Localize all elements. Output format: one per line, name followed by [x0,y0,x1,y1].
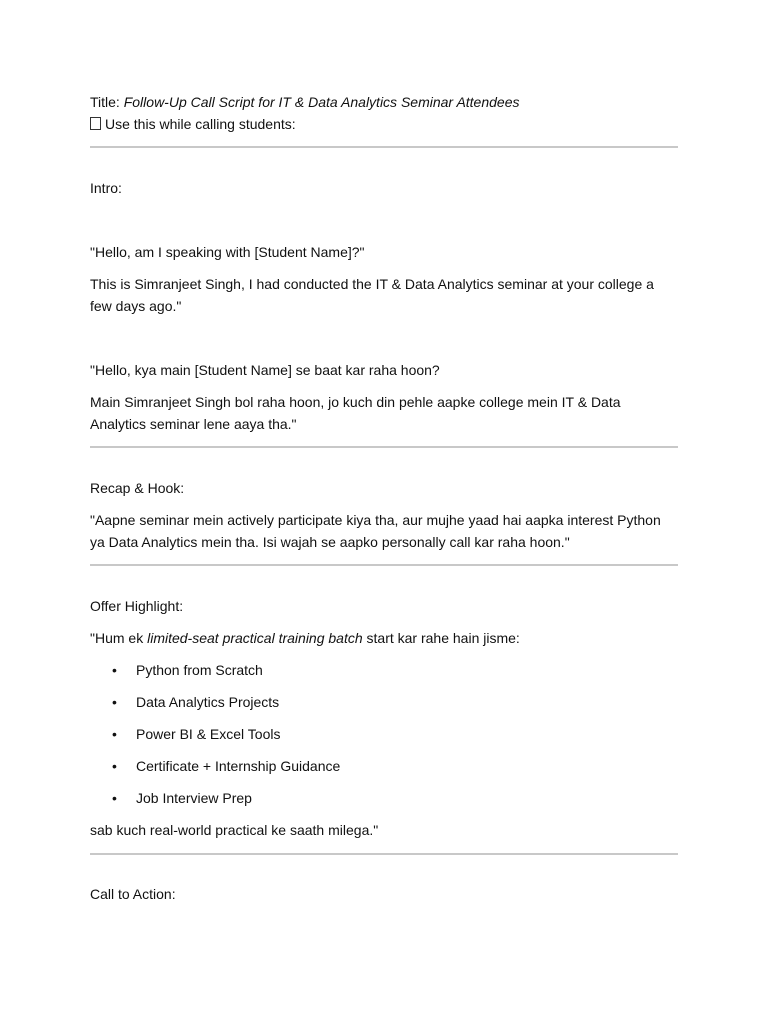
title-label: Title: [90,94,124,110]
intro-english-introduction: This is Simranjeet Singh, I had conducted the IT & Data Analytics seminar at your college a few days ago." [90,276,654,314]
document-title [90,91,678,113]
divider [90,146,678,148]
phone-icon [90,117,101,130]
intro-english-greeting: "Hello, am I speaking with [Student Name]?" [90,244,365,260]
bullet-icon: • [112,758,117,774]
list-item-text: Certificate + Internship Guidance [136,758,341,774]
offer-intro [90,627,678,649]
bullet-icon: • [112,726,117,742]
offer-heading: Offer Highlight: [90,598,184,614]
list-item [112,787,672,809]
list-item-text: Python from Scratch [136,662,263,678]
divider [90,446,678,448]
list-item [112,723,672,745]
instruction-text: Use this while calling students: [105,116,296,132]
list-item-text: Data Analytics Projects [136,694,280,710]
intro-hindi-greeting: "Hello, kya main [Student Name] se baat kar raha hoon? [90,362,440,378]
list-item-text: Job Interview Prep [136,790,252,806]
offer-intro-suffix: start kar rahe hain jisme: [362,630,520,646]
bullet-icon: • [112,694,117,710]
offer-closing: sab kuch real-world practical ke saath milega." [90,822,379,838]
offer-intro-emphasis: limited-seat practical training batch [147,630,363,646]
divider [90,853,678,855]
offer-intro-prefix: "Hum ek [90,630,148,646]
recap-heading: Recap & Hook: [90,480,185,496]
recap-text: "Aapne seminar mein actively participate kiya tha, aur mujhe yaad hai aapka interest Python ya Data Analytics mein tha. Isi wajah se aapko personally call kar raha hoon." [90,512,661,550]
bullet-icon: • [112,790,117,806]
intro-hindi-introduction: Main Simranjeet Singh bol raha hoon, jo kuch din pehle aapke college mein IT & Data Analytics seminar lene aaya tha." [90,394,621,432]
divider [90,564,678,566]
list-item [112,755,672,777]
intro-heading: Intro: [90,180,122,196]
title-text: Follow-Up Call Script for IT & Data Analytics Seminar Attendees [123,94,520,110]
instruction-line [90,113,678,135]
bullet-icon: • [112,662,117,678]
list-item [112,691,672,713]
cta-heading: Call to Action: [90,886,176,902]
list-item-text: Power BI & Excel Tools [136,726,281,742]
list-item [112,659,672,681]
